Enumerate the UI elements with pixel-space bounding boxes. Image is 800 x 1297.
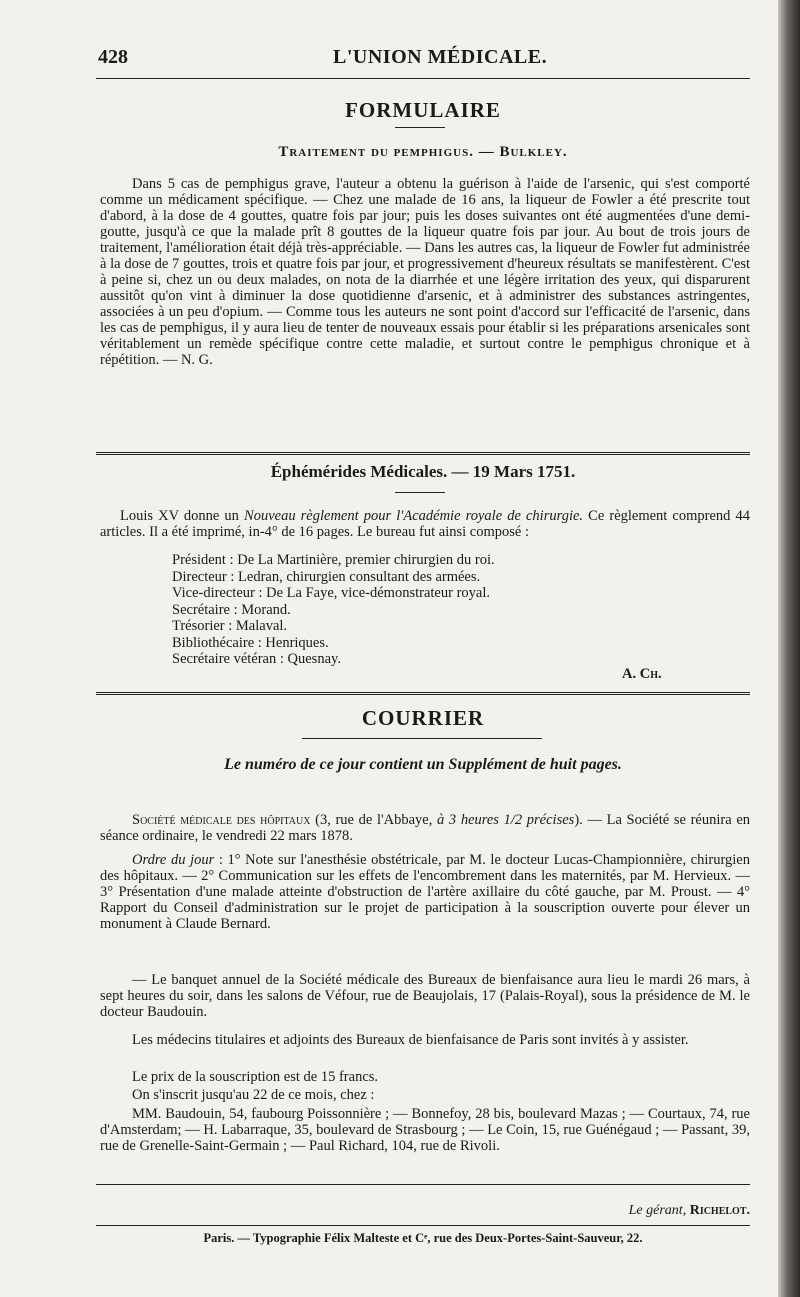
formulaire-body: Dans 5 cas de pemphigus grave, l'auteur a obtenu la guérison à l'aide de l'arsenic, qui s'est comporté comme un médicament spécifique. — Chez une malade de 16 ans, la liqueur de Fowler a été prescrite tout d'abord, à la dose de 4 gouttes, quatre fois par jour; puis les doses suivantes ont été augmentées d'une demi-goutte, jusqu'à ce que la malade prît 8 gouttes de la liqueur quatre fois par jour. Au bout de trois jours de traitement, l'amélioration était déjà très-appréciable. — Dans les autres cas, la liqueur de Fowler fut administrée à la dose de 7 gouttes, trois et quatre fois par jour, et progressivement d'heureux résultats se manifestèrent. C'est à peine si, chez un ou deux malades, on nota de la diarrhée et une légère irritation des yeux, qui disparurent aussitôt qu'on vint à diminuer la dose quotidienne d'arsenic, et à administrer des substances astringentes, associées à un peu d'opium. — Comme tous les auteurs ne sont point d'accord sur l'efficacité de l'arsenic, dans les cas de pemphigus, il y aura lieu de tenter de nouveaux essais pour établir si les préparations arsenicales sont véritablement un remède spécifique contre cette maladie, et surtout contre le pemphigus chronique et à répétition. — N. G. [100, 176, 750, 368]
register-paragraph: On s'inscrit jusqu'au 22 de ce mois, chez : [132, 1087, 375, 1103]
manager-label: Le gérant, [628, 1203, 687, 1218]
officer-bibliothecaire: Bibliothécaire : Henriques. [172, 634, 329, 651]
section-divider-1 [96, 452, 750, 455]
courrier-rule [302, 738, 542, 739]
page-header [98, 46, 748, 72]
ephemerides-intro-rest: Ce règlement comprend 44 articles. Il a été imprimé, in-4° de 16 pages. Le bureau fut ainsi composé : [100, 508, 750, 540]
ephemerides-intro-italic: Nouveau règlement pour l'Académie royale de chirurgie. [244, 508, 584, 524]
book-spine-edge [778, 0, 800, 1297]
footer-rule-bottom [96, 1225, 750, 1226]
footer-rule-top [96, 1184, 750, 1185]
societe-rest: ). — La Société se réunira en séance ordinaire, le vendredi 22 mars 1878. [100, 812, 751, 844]
officer-president: Président : De La Martinière, premier chirurgien du roi. [172, 552, 495, 568]
supplement-notice: Le numéro de ce jour contient un Supplément de huit pages. [224, 756, 622, 773]
page-number: 428 [98, 46, 128, 68]
officer-secretaire-veteran: Secrétaire vétéran : Quesnay. [172, 651, 341, 667]
officer-tresorier: Trésorier : Malaval. [172, 618, 288, 634]
ephemerides-intro [100, 508, 750, 540]
officers-list [172, 552, 712, 668]
running-title: L'UNION MÉDICALE. [333, 46, 548, 68]
courrier-heading: COURRIER [361, 706, 485, 730]
societe-paragraph [100, 812, 750, 844]
officer-vice-directeur: Vice-directeur : De La Faye, vice-démonstrateur royal. [172, 585, 490, 601]
formulaire-heading: FORMULAIRE [345, 98, 501, 122]
formulaire-short-rule [395, 127, 445, 128]
invited-paragraph: Les médecins titulaires et adjoints des Bureaux de bienfaisance de Paris sont invités à y assister. [132, 1032, 689, 1048]
section-divider-2 [96, 692, 750, 695]
societe-addr: (3, rue de l'Abbaye, [310, 812, 438, 828]
header-rule [96, 78, 750, 79]
officer-directeur: Directeur : Ledran, chirurgien consultant des armées. [172, 568, 481, 585]
ephemerides-signature: A. Ch. [622, 666, 662, 682]
ephemerides-short-rule [395, 492, 445, 493]
manager-line [560, 1203, 750, 1219]
ephemerides-intro-plain: Louis XV donne un [120, 508, 245, 524]
officer-secretaire: Secrétaire : Morand. [172, 601, 291, 618]
banquet-paragraph: — Le banquet annuel de la Société médicale des Bureaux de bienfaisance aura lieu le mardi 26 mars, à sept heures du soir, dans les salons de Véfour, rue de Beaujolais, 17 (Palais-Royal), sous la présidence de M. le docteur Baudouin. [100, 972, 750, 1020]
price-paragraph: Le prix de la souscription est de 15 francs. [132, 1069, 379, 1085]
ordre-text: : 1° Note sur l'anesthésie obstétricale, par M. le docteur Lucas-Championnière, chirurgien des hôpitaux. — 2° Communication sur les effets de l'encombrement dans les maternités, par M. Hervieux. — 3° Présentation d'une malade atteinte d'obstruction de l'artère axillaire du côté gauche, par M. Proust. — 4° Rapport du Conseil d'administration sur le projet de participation à la souscription ouverte pour élever un monument à Claude Bernard. [100, 852, 750, 932]
addresses-paragraph: MM. Baudouin, 54, faubourg Poissonnière ; — Bonnefoy, 28 bis, boulevard Mazas ; — Courtaux, 74, rue d'Amsterdam; — H. Labarraque, 35, boulevard de Strasbourg ; — Le Coin, 15, rue Guénégaud ; — Passant, 39, rue de Grenelle-Saint-Germain ; — Paul Richard, 104, rue de Rivoli. [100, 1106, 750, 1154]
imprint-line: Paris. — Typographie Félix Malteste et Cᵉ, rue des Deux-Portes-Saint-Sauveur, 22. [203, 1231, 643, 1245]
formulaire-subheading: Traitement du pemphigus. — Bulkley. [278, 144, 568, 160]
societe-name: Société médicale des hôpitaux [132, 812, 311, 828]
ordre-label: Ordre du jour [132, 852, 215, 868]
societe-time: à 3 heures 1/2 précises [437, 812, 575, 828]
manager-name: Richelot. [689, 1203, 750, 1218]
ephemerides-title: Éphémérides Médicales. — 19 Mars 1751. [270, 462, 576, 481]
ordre-du-jour [100, 852, 750, 932]
